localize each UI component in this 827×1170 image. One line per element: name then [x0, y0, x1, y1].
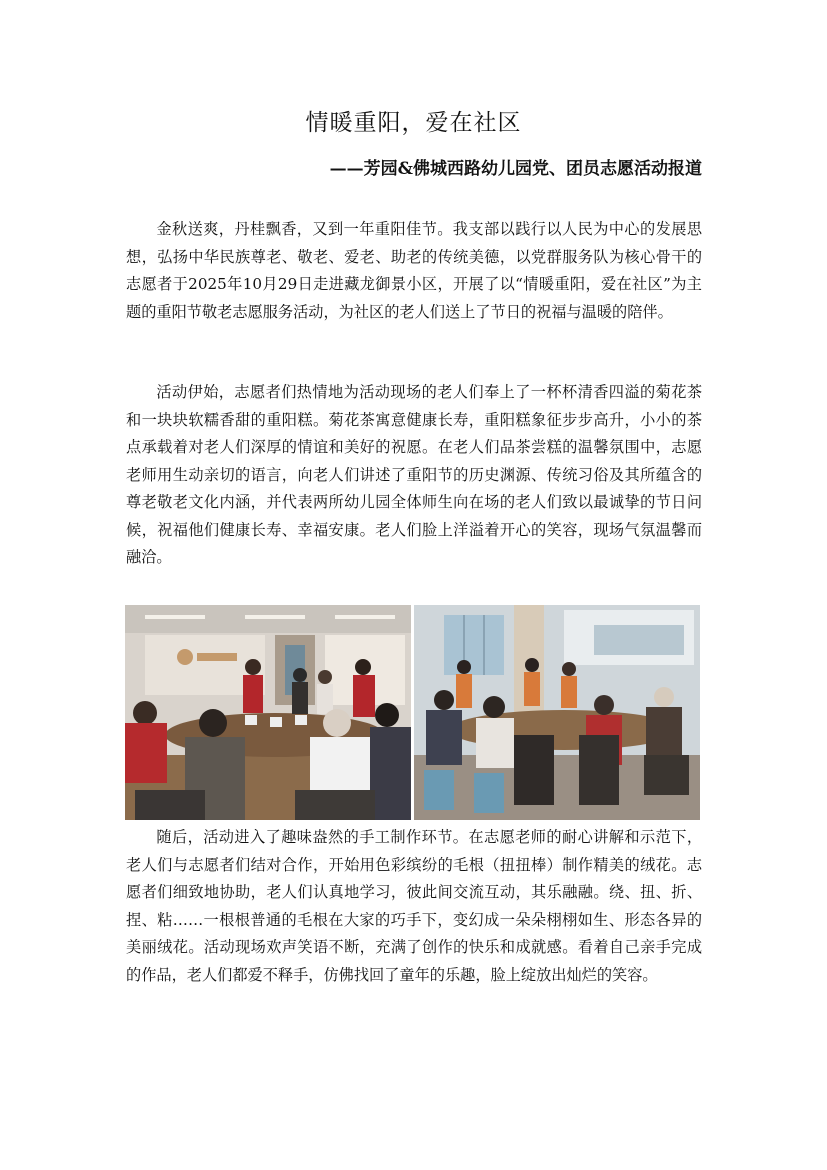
paragraph-tea-and-cake: 活动伊始，志愿者们热情地为活动现场的老人们奉上了一杯杯清香四溢的菊花茶和一块块软糯香甜的重阳糕。菊花茶寓意健康长寿，重阳糕象征步步高升，小小的茶点承载着对老人们深厚的情谊和美好的祝愿。在老人们品茶尝糕的温馨氛围中，志愿老师用生动亲切的语言，向老人们讲述了重阳节的历史渊源、传统习俗及其所蕴含的尊老敬老文化内涵，并代表两所幼儿园全体师生向在场的老人们致以最诚挚的节日问候，祝福他们健康长寿、幸福安康。老人们脸上洋溢着开心的笑容，现场气氛温馨而融洽。	[126, 383, 702, 566]
paragraph-handcraft: 随后，活动进入了趣味盎然的手工制作环节。在志愿老师的耐心讲解和示范下，老人们与志愿者们结对合作，开始用色彩缤纷的毛根（扭扭棒）制作精美的绒花。志愿者们细致地协助，老人们认真地学习，彼此间交流互动，其乐融融。绕、扭、折、捏、粘……一根根普通的毛根在大家的巧手下，变幻成一朵朵栩栩如生、形态各异的美丽绒花。活动现场欢声笑语不断，充满了创作的快乐和成就感。看着自己亲手完成的作品，老人们都爱不释手，仿佛找回了童年的乐趣，脸上绽放出灿烂的笑容。	[126, 828, 702, 984]
activity-photo-right	[414, 605, 700, 820]
article-subtitle: ——芳园&佛城西路幼儿园党、团员志愿活动报道	[329, 159, 702, 179]
paragraph-intro: 金秋送爽，丹桂飘香，又到一年重阳佳节。我支部以践行以人民为中心的发展思想，弘扬中华民族尊老、敬老、爱老、助老的传统美德，以党群服务队为核心骨干的志愿者于2025年10月29日走进藏龙御景小区，开展了以“情暖重阳，爱在社区”为主题的重阳节敬老志愿服务活动，为社区的老人们送上了节日的祝福与温暖的陪伴。	[126, 220, 702, 321]
article-title: 情暖重阳，爱在社区	[305, 110, 522, 136]
activity-photo-left	[125, 605, 411, 820]
